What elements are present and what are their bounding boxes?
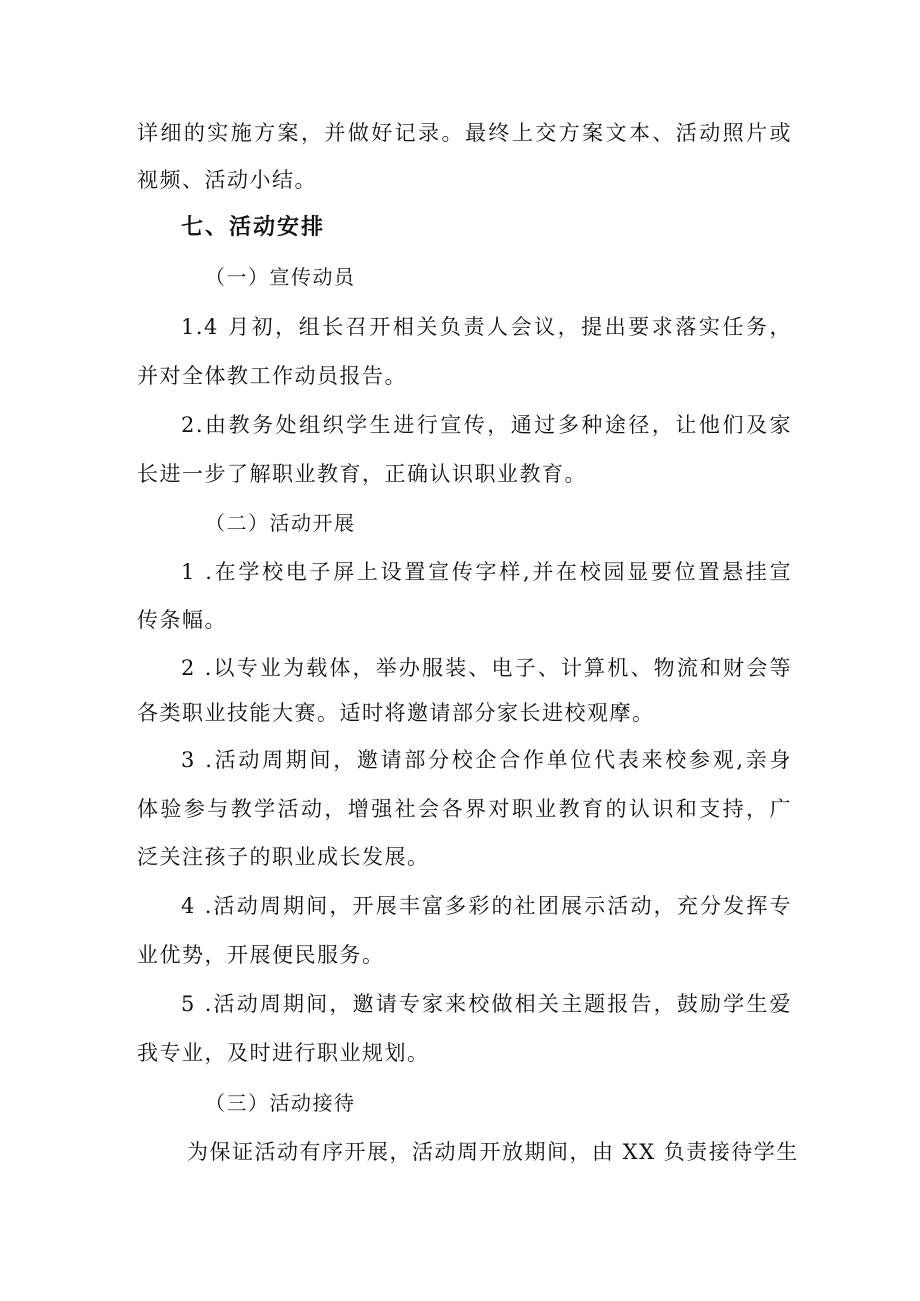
subsection-title-reception: （三）活动接待 xyxy=(205,1091,356,1115)
intro-paragraph-line-2: 视频、活动小结。 xyxy=(137,168,317,192)
activities-item-2-line-2: 各类职业技能大赛。适时将邀请部分家长进校观摩。 xyxy=(137,701,655,725)
intro-paragraph-line-1: 详细的实施方案，并做好记录。最终上交方案文本、活动照片或 xyxy=(137,121,792,145)
activities-item-3-line-2: 体验参与教学活动，增强社会各界对职业教育的认识和支持，广 xyxy=(137,797,792,821)
publicity-item-1-line-2: 并对全体教工作动员报告。 xyxy=(137,364,407,388)
activities-item-4-line-1: 4 .活动周期间，开展丰富多彩的社团展示活动，充分发挥专 xyxy=(181,894,792,918)
activities-item-3-line-1: 3 .活动周期间，邀请部分校企合作单位代表来校参观,亲身 xyxy=(181,748,792,772)
activities-item-5-line-2: 我专业，及时进行职业规划。 xyxy=(137,1041,430,1065)
subsection-title-activities: （二）活动开展 xyxy=(205,511,356,535)
activities-item-1-line-1: 1 .在学校电子屏上设置宣传字样,并在校园显要位置悬挂宣 xyxy=(181,560,792,584)
activities-item-3-line-3: 泛关注孩子的职业成长发展。 xyxy=(137,845,430,869)
activities-item-5-line-1: 5 .活动周期间，邀请专家来校做相关主题报告，鼓励学生爱 xyxy=(181,992,792,1016)
section-heading: 七、活动安排 xyxy=(181,215,326,240)
publicity-item-2-line-1: 2.由教务处组织学生进行宣传，通过多种途径，让他们及家 xyxy=(181,413,792,437)
publicity-item-2-line-2: 长进一步了解职业教育，正确认识职业教育。 xyxy=(137,462,587,486)
subsection-title-publicity: （一）宣传动员 xyxy=(205,265,356,289)
activities-item-4-line-2: 业优势，开展便民服务。 xyxy=(137,943,385,967)
reception-paragraph-line-1: 为保证活动有序开展，活动周开放期间，由 XX 负责接待学生 xyxy=(187,1140,799,1164)
activities-item-1-line-2: 传条幅。 xyxy=(137,608,227,632)
publicity-item-1-line-1: 1.4 月初，组长召开相关负责人会议，提出要求落实任务， xyxy=(181,315,792,339)
activities-item-2-line-1: 2 .以专业为载体，举办服装、电子、计算机、物流和财会等 xyxy=(181,656,792,680)
